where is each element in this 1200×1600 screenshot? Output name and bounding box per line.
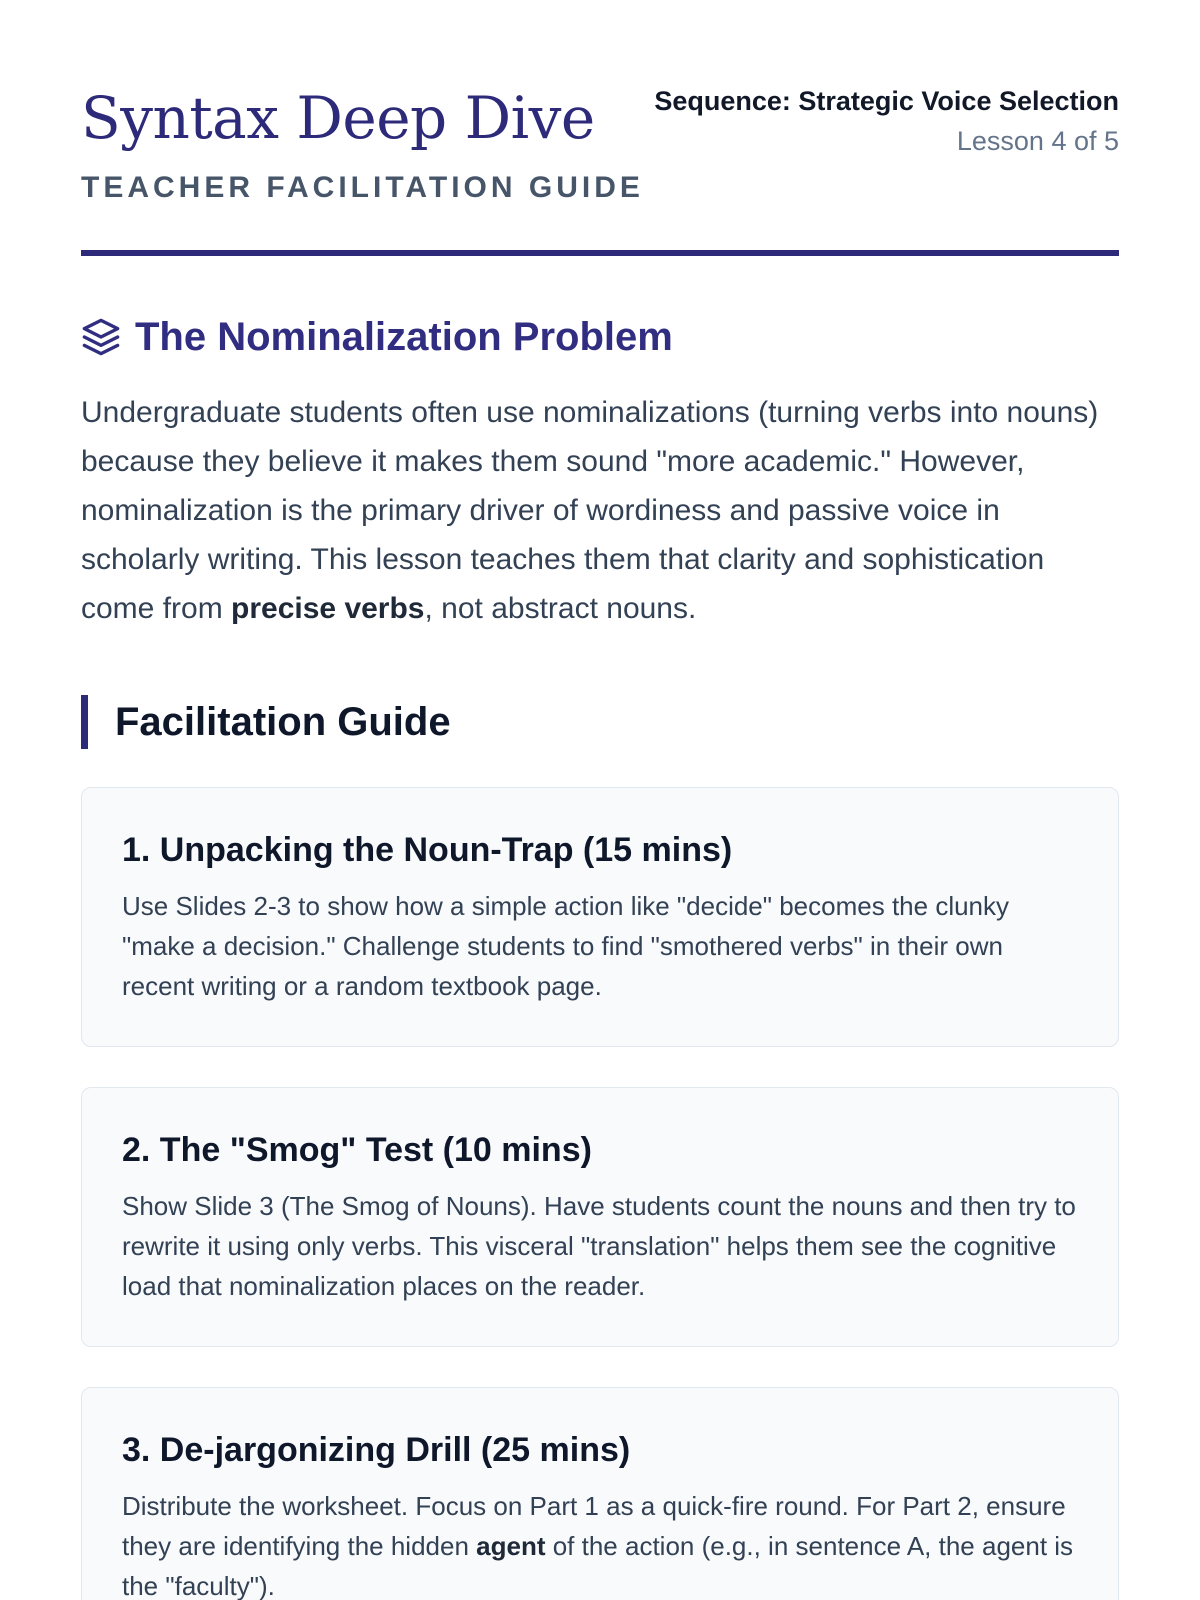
step-body: [122, 1486, 1078, 1600]
step-title: 1. Unpacking the Noun-Trap (15 mins): [122, 831, 733, 869]
problem-heading: [81, 312, 1119, 362]
lesson-count: Lesson 4 of 5: [956, 126, 1119, 156]
document-header: [81, 0, 1119, 256]
problem-section: [81, 312, 1119, 633]
step-card: [81, 1387, 1119, 1600]
sequence-label: Sequence: Strategic Voice Selection: [654, 86, 1119, 116]
steps-list: [81, 787, 1119, 1600]
step-body: Use Slides 2-3 to show how a simple action like "decide" becomes the clunky "make a decision." Challenge students to find "smothered verbs" in their own recent writing or a random textbook page.: [122, 891, 1010, 1001]
facilitation-heading: Facilitation Guide: [81, 695, 1119, 749]
step-card: [81, 787, 1119, 1047]
document-subtitle: TEACHER FACILITATION GUIDE: [81, 171, 644, 204]
step-text-start: Distribute the worksheet. Focus on Part 1 as a quick-fire round. For Part 2, ensure they are identifying the hidden: [122, 1491, 1066, 1561]
problem-text-end: , not abstract nouns.: [424, 592, 697, 625]
step-title: 2. The "Smog" Test (10 mins): [122, 1131, 592, 1169]
layers-icon: [81, 317, 121, 357]
problem-emphasis: precise verbs: [231, 592, 425, 625]
step-text-end: of the action (e.g., in sentence A, the agent is the "faculty").: [122, 1531, 1074, 1600]
step-body: Show Slide 3 (The Smog of Nouns). Have students count the nouns and then try to rewrite it using only verbs. This visceral "translation" helps them see the cognitive load that nominalization places on the reader.: [122, 1191, 1076, 1301]
step-card: [81, 1087, 1119, 1347]
step-emphasis: agent: [476, 1531, 546, 1561]
problem-text-start: Undergraduate students often use nominalizations (turning verbs into nouns) because they believe it makes them sound "more academic." However, nominalization is the primary driver of wordiness and passive voice in scholarly writing. This lesson teaches them that clarity and sophistication come from: [81, 396, 1099, 625]
step-title: 3. De-jargonizing Drill (25 mins): [122, 1431, 631, 1469]
problem-heading-text: The Nominalization Problem: [135, 315, 673, 359]
document-title: Syntax Deep Dive: [81, 84, 595, 152]
problem-paragraph: [81, 388, 1119, 633]
header-meta: [654, 84, 1119, 158]
